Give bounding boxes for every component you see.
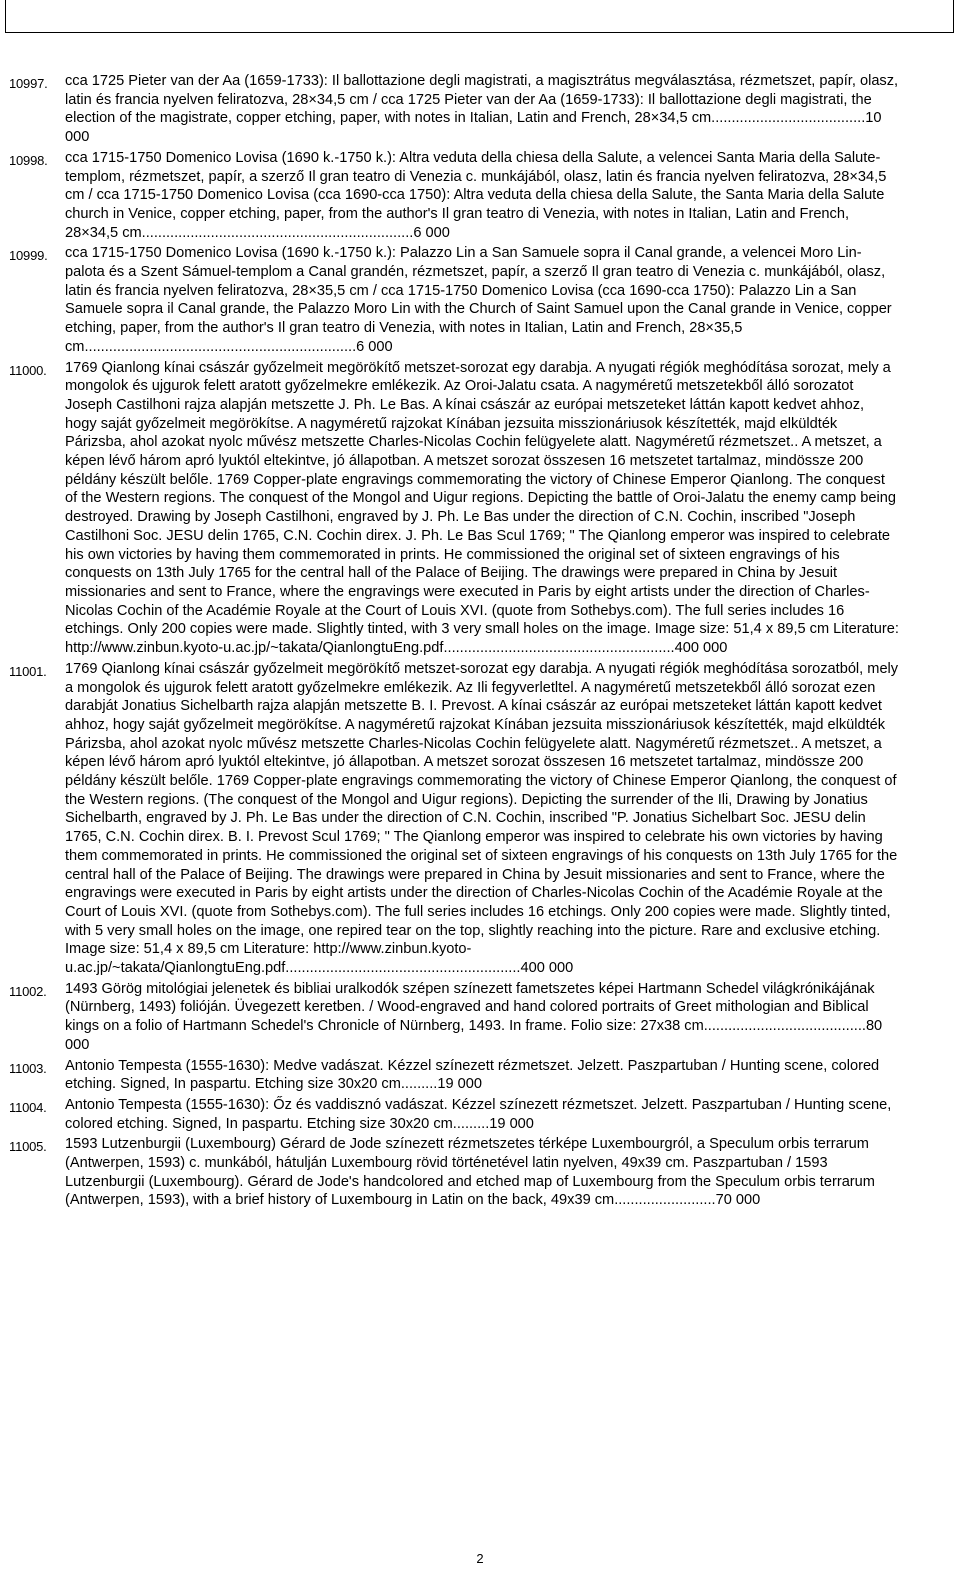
catalog-list <box>0 72 960 1212</box>
leader-dots: ........................................ <box>703 1018 866 1035</box>
entry-price: 6 000 <box>356 338 393 355</box>
lot-number: 11004. <box>9 1099 47 1115</box>
entry-description <box>65 1135 899 1210</box>
catalog-entry <box>0 660 960 978</box>
entry-text: 1593 Lutzenburgii (Luxembourg) Gérard de Jode színezett rézmetszetes térképe Luxembourgról, a Speculum orbis terrarum (Antwerpen, 1593) c. munkából, hátulján Luxembourg rövid történetével latin nyelven, 49x39 cm. Paszpartuban / 1593 Lutzenburgii (Luxembourg). Gérard de Jode's handcolored and etched map of Luxembourg from the Speculum orbis terrarum (Antwerpen, 1593), with a brief history of Luxembourg in Latin on the back, 49x39 cm <box>65 1136 875 1209</box>
entry-description <box>65 660 899 978</box>
entry-price: 400 000 <box>520 960 574 977</box>
entry-text: 1769 Qianlong kínai császár győzelmeit megörökítő metszet-sorozat egy darabja. A nyugati régiók meghódítása sorozat, mely a mongolok és ujgurok felett aratott győzelmekre emlékezik. Az Oroi-Jalatu csata. A nagyméretű metszetekből álló sorozatot Joseph Castilhoni rajza alapján metszette J. Ph. Le Bas. A kínai császár az európai metszeteket láttán kapott kedvet ahhoz, hogy saját győzelmeit megörökítse. A nagyméretű rajzokat Kínában jezsuita misszionáriusok készítették, majd elküldték Párizsba, ahol azokat nyolc művész metszette Charles-Nicolas Cochin felügyelete alatt. Nagyméretű rézmetszet.. A metszet, a képen lévő három apró lyuktól eltekintve, jó állapotban. A metszet sorozat összesen 16 metszetet tartalmaz, mindössze 200 példány készült belőle. 1769 Copper-plate engravings commemorating the victory of Chinese Emperor Qianlong. The conquest of the Western regions. The conquest of the Mongol and Uigur regions. Depicting the battle of Oroi-Jalatu the enemy camp being destroyed. Drawing by Joseph Castilhoni, engraved by J. Ph. Le Bas under the direction of C.N. Cochin, inscribed "Joseph Castilhoni Soc. JESU delin 1765, C.N. Cochin direx. J. Ph. Le Bas Scul 1769; " The Qianlong emperor was inspired to celebrate his own victories by having them commemorated in prints. He commissioned the original set of sixteen engravings of his conquests on 13th July 1765 for the central hall of the Palace of Beijing. The drawings were prepared in China by Jesuit missionaries and sent to France, where the engravings were executed in Paris by eight artists under the direction of Charles-Nicolas Cochin of the Académie Royale at the Court of Louis XVI. (quote from Sothebys.com). The full series includes 16 etchings. Only 200 copies were made. Slightly tinted, with 3 very small holes on the image. Image size: 51,4 x 89,5 cm Literature: http://www.zinbun.kyoto-u.ac.jp/~takata/QianlongtuEng.pdf <box>65 359 899 657</box>
entry-description <box>65 244 899 356</box>
entry-price: 10 000 <box>65 110 882 146</box>
lot-number: 11003. <box>9 1060 47 1076</box>
catalog-entry <box>0 244 960 356</box>
entry-price: 6 000 <box>413 224 450 241</box>
leader-dots: ......... <box>452 1115 490 1132</box>
leader-dots: ......... <box>400 1076 438 1093</box>
lot-number: 10999. <box>9 248 48 264</box>
entry-text: cca 1715-1750 Domenico Lovisa (1690 k.-1750 k.): Palazzo Lin a San Samuele sopra il Canal grande, a velencei Moro Lin-palota és a Szent Sámuel-templom a Canal grandén, rézmetszet, papír, a szerző Il gran teatro di Venezia c. munkájából, olasz, latin és francia nyelven feliratozva, 28×35,5 cm / cca 1715-1750 Domenico Lovisa (cca 1690-cca 1750): Palazzo Lin a San Samuele sopra il Canal grande, the Palazzo Moro Lin with the Church of Saint Samuel upon the Canal grande in Venice, copper etching, paper, from the author's Il gran teatro di Venezia, with notes in Italian, Latin and French, 28×35,5 cm <box>65 245 892 355</box>
entry-text: cca 1715-1750 Domenico Lovisa (1690 k.-1750 k.): Altra veduta della chiesa della Salute, a velencei Santa Maria della Salute-templom, rézmetszet, papír, a szerző Il gran teatro di Venezia c. munkájából, olasz, latin és francia nyelven feliratozva, 28×34,5 cm / cca 1715-1750 Domenico Lovisa (cca 1690-cca 1750): Altra veduta della chiesa della Salute, the Santa Maria della Salute church in Venice, copper etching, paper, from the author's Il gran teatro di Venezia, with notes in Italian, Latin and French, 28×34,5 cm <box>65 149 887 241</box>
entry-text: 1493 Görög mitológiai jelenetek és bibliai uralkodók szépen színezett fametszetes képei Hartmann Schedel világkrónikájának (Nürnberg, 1493) folióján. Üvegezett keretben. / Wood-engraved and hand colored portraits of Greet mithologian and Biblical kings on a folio of Hartmann Schedel's Chronicle of Nürnberg, 1493. In frame. Folio size: 27x38 cm <box>65 980 875 1035</box>
catalog-entry <box>0 149 960 243</box>
entry-description <box>65 980 899 1055</box>
entry-text: Antonio Tempesta (1555-1630): Medve vadászat. Kézzel színezett rézmetszet. Jelzett. Paszpartuban / Hunting scene, colored etching. Signed, In paspartu. Etching size 30x20 cm <box>65 1057 880 1093</box>
catalog-entry <box>0 1135 960 1210</box>
entry-price: 19 000 <box>437 1076 482 1093</box>
lot-number: 11000. <box>9 362 47 378</box>
lot-number: 10998. <box>9 152 48 168</box>
leader-dots: ................................................................... <box>141 224 414 241</box>
entry-price: 80 000 <box>65 1018 883 1053</box>
leader-dots: ...................................... <box>711 110 866 127</box>
catalog-entry <box>0 1057 960 1094</box>
entry-price: 19 000 <box>489 1115 534 1132</box>
header-frame <box>5 0 954 33</box>
page-number: 2 <box>476 1551 484 1566</box>
entry-price: 400 000 <box>674 640 728 657</box>
entry-description <box>65 1057 899 1094</box>
catalog-entry <box>0 1096 960 1133</box>
lot-number: 11005. <box>9 1139 47 1155</box>
leader-dots: .......................................................... <box>285 960 521 977</box>
catalog-entry <box>0 72 960 147</box>
lot-number: 11002. <box>9 983 47 999</box>
entry-text: 1769 Qianlong kínai császár győzelmeit megörökítő metszet-sorozat egy darabja. A nyugati régiók meghódítása sorozatból, mely a mongolok és ujgurok felett aratott győzelmekre emlékezik. Az Ili fegyverletltel. A nagyméretű metszetekből álló sorozat ezen darabját Jonatius Sichelbarth rajza alapján metszette B. I. Prevost. A kínai császár az európai metszeteket láttán kapott kedvet ahhoz, hogy saját győzelmeit megörökítse. A nagyméretű rajzokat Kínában jezsuita misszionáriusok készítették, majd elküldték Párizsba, ahol azokat nyolc művész metszette Charles-Nicolas Cochin felügyelete alatt. Nagyméretű rézmetszet.. A metszet, a képen lévő három apró lyuktól eltekintve, jó állapotban. A metszet sorozat összesen 16 metszetet tartalmaz, mindössze 200 példány készült belőle. 1769 Copper-plate engravings commemorating the victory of Chinese Emperor Qianlong, the conquest of the Western regions. (The conquest of the Mongol and Uigur regions). Depicting the surrender of the Ili, Drawing by Jonatius Sichelbarth, engraved by J. Ph. Le Bas under the direction of C.N. Cochin, inscribed "P. Jonatius Sichelbart Soc. JESU delin 1765, C.N. Cochin direx. B. I. Prevost Scul 1769; " The Qianlong emperor was inspired to celebrate his own victories by having them commemorated in prints. He commissioned the original set of sixteen engravings of his conquests on 13th July 1765 for the central hall of the Palace of Beijing. The drawings were prepared in China by Jesuit missionaries and sent to France, where the engravings were executed in Paris by eight artists under the direction of Charles-Nicolas Cochin of the Académie Royale at the Court of Louis XVI. (quote from Sothebys.com). The full series includes 16 etchings. Only 200 copies were made. Slightly tinted, with 5 very small holes on the image, one repired tear on the top, slightly reaching into the picture. Rare and exclusive etching. Image size: 51,4 x 89,5 cm Literature: http://www.zinbun.kyoto-u.ac.jp/~takata/QianlongtuEng.pdf <box>65 660 899 977</box>
lot-number: 11001. <box>9 663 47 679</box>
entry-description <box>65 72 899 147</box>
entry-description <box>65 1096 899 1133</box>
entry-text: cca 1725 Pieter van der Aa (1659-1733): Il ballottazione degli magistrati, a magisztrátus megválasztása, rézmetszet, papír, olasz, latin és francia nyelven feliratozva, 28×34,5 cm / cca 1725 Pieter van der Aa (1659-1733): Il ballottazione degli magistrati, the election of the magistrate, copper etching, paper, with notes in Italian, Latin and French, 28×34,5 cm <box>65 73 899 127</box>
entry-description <box>65 149 899 243</box>
leader-dots: ......................... <box>614 1192 716 1209</box>
entry-description <box>65 359 899 658</box>
catalog-entry <box>0 980 960 1055</box>
entry-price: 70 000 <box>715 1192 761 1209</box>
lot-number: 10997. <box>9 76 48 91</box>
leader-dots: ................................................................... <box>84 338 357 355</box>
leader-dots: ......................................................... <box>443 640 675 657</box>
catalog-entry <box>0 359 960 658</box>
entry-text: Antonio Tempesta (1555-1630): Őz és vaddisznó vadászat. Kézzel színezett rézmetszet. Jelzett. Paszpartuban / Hunting scene, colored etching. Signed, In paspartu. Etching size 30x20 cm <box>65 1096 892 1132</box>
